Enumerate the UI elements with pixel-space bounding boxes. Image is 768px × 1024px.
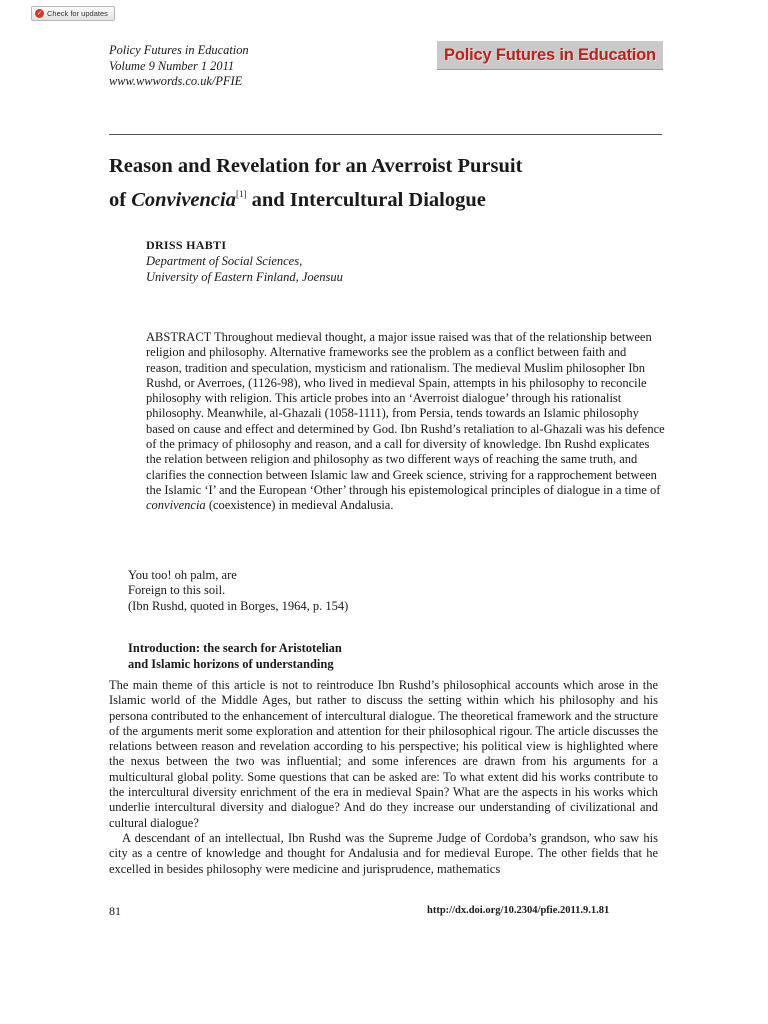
body-paragraph-1: The main theme of this article is not to reintroduce Ibn Rushd’s philosophical accounts which arose in the Islamic world of the Middle Ages, but rather to discuss the setting within which his philosophy and his persona contributed to the enhancement of intercultural dialogue. The theoretical framework and the structure of the arguments merit some exploration and attention for their philosophical rigour. The article discusses the relations between reason and revelation according to his perspective; his political view is highlighted where the nexus between the two was influential; and some inferences are drawn from his arguments for a multicultural global polity. Some questions that can be asked are: To what extent did his works contribute to the intercultural diversity enrichment of the era in medieval Spain? What are the aspects in his works which underlie intercultural diversity and dialogue? And do they increase our understanding of civilizational and cultural dialogue? [109, 678, 658, 830]
journal-info [109, 43, 249, 90]
abstract [146, 330, 665, 514]
epigraph [128, 568, 348, 614]
title-italic-term: Convivencia [131, 189, 236, 211]
epigraph-citation: (Ibn Rushd, quoted in Borges, 1964, p. 154) [128, 598, 349, 613]
abstract-italic-term: convivencia [146, 498, 206, 513]
title-rest: and Intercultural Dialogue [246, 189, 486, 211]
section-heading-line-2: and Islamic horizons of understanding [128, 657, 334, 671]
section-heading [128, 640, 342, 672]
epigraph-line-1: You too! oh palm, are [128, 568, 237, 582]
epigraph-line-2: Foreign to this soil. [128, 583, 226, 598]
author-university: University of Eastern Finland, Joensuu [146, 270, 343, 284]
title-of: of [109, 189, 132, 211]
article-title [109, 152, 669, 214]
journal-logo-text: Policy Futures in Education [444, 45, 656, 64]
body-paragraph-2: A descendant of an intellectual, Ibn Rushd was the Supreme Judge of Cordoba’s grandson, who saw his city as a centre of knowledge and thought for Andalusia and for medieval Europe. The other fields that he excelled in besides philosophy were medicine and jurisprudence, mathematics [109, 830, 658, 876]
author-department: Department of Social Sciences, [146, 254, 303, 268]
check-updates-icon: ✓ [36, 10, 43, 17]
author-block [146, 237, 343, 285]
page-number: 81 [109, 904, 121, 918]
journal-logo [437, 41, 663, 70]
abstract-text-before: ABSTRACT Throughout medieval thought, a major issue raised was that of the relationship between religion and philosophy. Alternative frameworks see the problem as a conflict between faith and reason, tradition and speculation, mysticism and rationalism. The medieval Muslim philosopher Ibn Rushd, or Averroes, (1126-98), who lived in medieval Spain, attempts in his philosophy to reconcile philosophy with religion. This article probes into an ‘Averroist dialogue’ through his rationalist philosophy. Meanwhile, al-Ghazali (1058-1111), from Persia, tends towards an Islamic philosophy based on cause and effect and determined by God. Ibn Rushd’s retaliation to al-Ghazali was his defence of the primacy of philosophy and reason, and a call for diversity of knowledge. Ibn Rushd explicates the relation between religion and philosophy as two different ways of reaching the same truth, and clarifies the connection between Islamic law and Greek science, striving for a rapprochement between the Islamic ‘I’ and the European ‘Other’ through his epistemological principles of dialogue in a time of [146, 330, 665, 497]
journal-volume: Volume 9 Number 1 2011 [109, 58, 235, 73]
journal-website: www.wwwords.co.uk/PFIE [109, 74, 243, 88]
section-heading-line-1: Introduction: the search for Aristotelian [128, 641, 342, 655]
check-for-updates-button[interactable] [31, 6, 115, 21]
title-footnote-marker: [1] [235, 189, 247, 199]
abstract-text-after: (coexistence) in medieval Andalusia. [205, 498, 394, 513]
doi-link[interactable]: http://dx.doi.org/10.2304/pfie.2011.9.1.81 [427, 905, 610, 916]
header-divider [109, 134, 662, 135]
body-text [109, 678, 658, 877]
doi [427, 905, 609, 916]
author-name: DRISS HABTI [146, 238, 227, 252]
journal-name: Policy Futures in Education [109, 43, 249, 57]
check-for-updates-label: Check for updates [47, 9, 108, 18]
title-line-1: Reason and Revelation for an Averroist Pursuit [109, 155, 523, 177]
